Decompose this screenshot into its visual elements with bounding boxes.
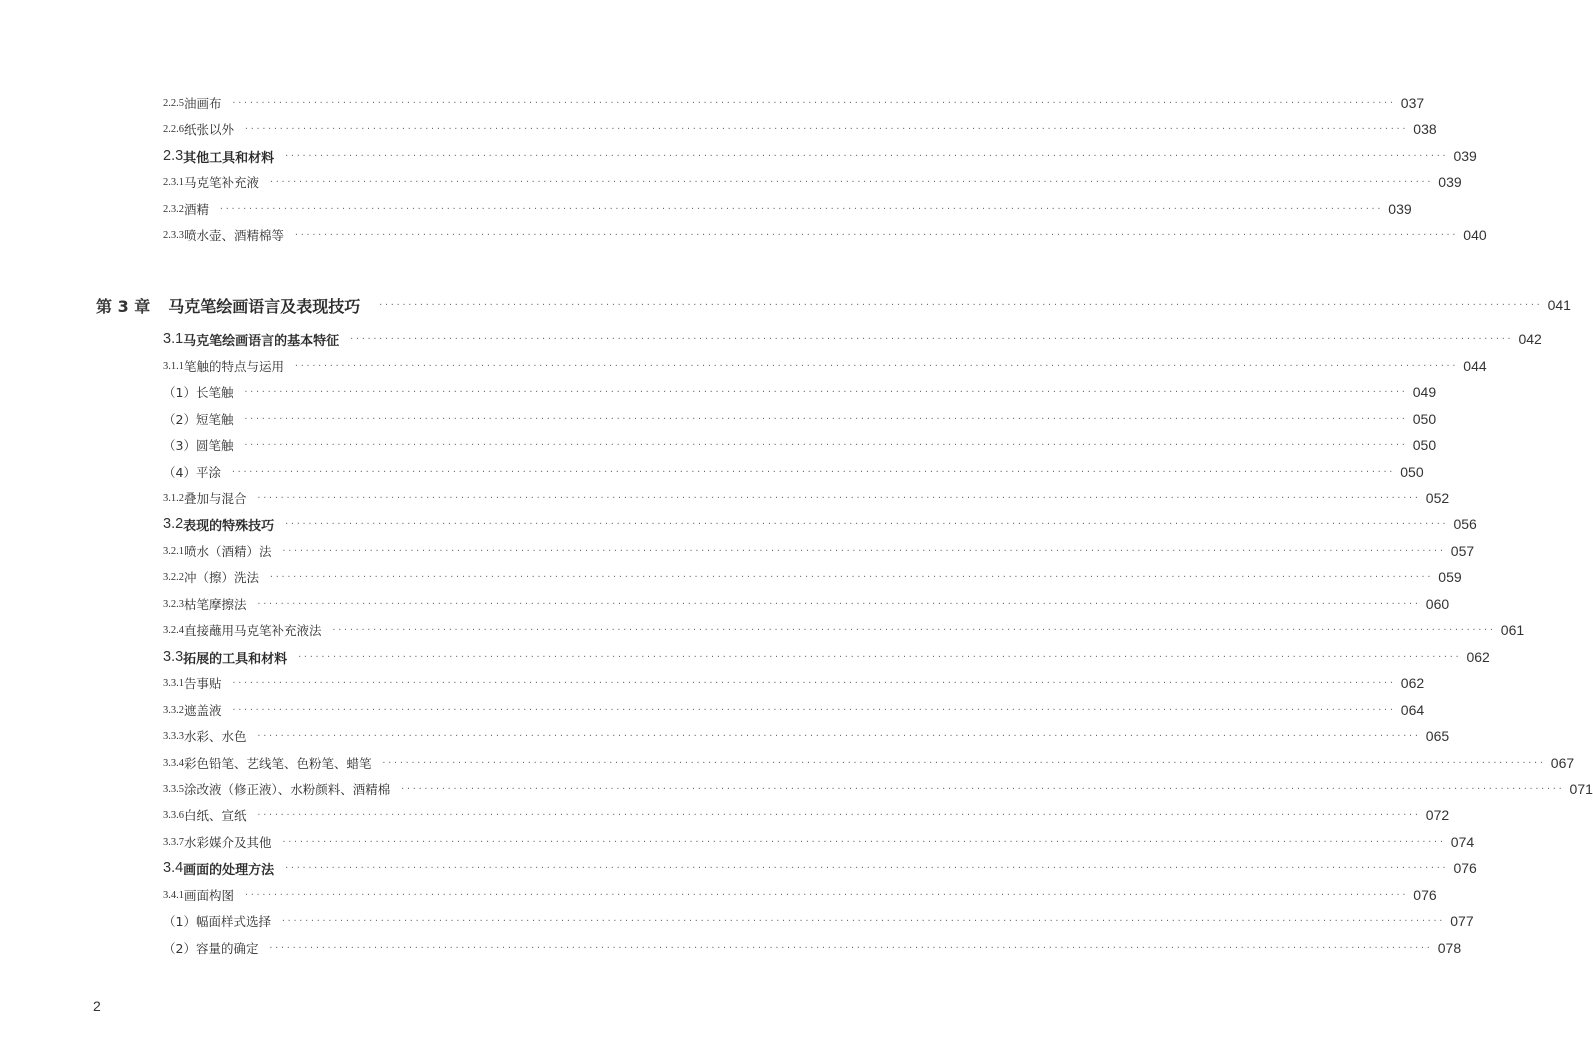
dot-leader: ········································································································································································································ [381, 758, 1545, 767]
dot-leader: ········································································································································································································ [269, 177, 1433, 186]
toc-entry-page: 062 [1400, 675, 1425, 691]
dot-leader: ········································································································································································································ [244, 124, 1408, 133]
toc-entry[interactable] [163, 857, 1477, 879]
toc-entry-title: 水彩媒介及其他 [184, 835, 272, 850]
toc-entry[interactable] [163, 224, 1487, 246]
toc-entry-number: 2.2.6 [163, 123, 184, 135]
toc-entry-page: 039 [1453, 148, 1477, 164]
toc-entry-title: 纸张以外 [184, 122, 235, 137]
toc-entry-title: 马克笔绘画语言的基本特征 [183, 333, 340, 349]
toc-entry-number: 3.1 [163, 331, 184, 347]
toc-entry-number: 第 3 章 [96, 296, 151, 316]
toc-entry-title: 喷水壶、酒精棉等 [184, 228, 285, 243]
toc-entry[interactable] [163, 884, 1437, 906]
toc-entry-title: 遮盖液 [184, 703, 222, 718]
toc-entry[interactable] [163, 725, 1450, 747]
dot-leader: ········································································································································································································ [219, 204, 1383, 213]
toc-entry-page: 050 [1412, 437, 1437, 453]
toc-entry-number: 3.3.1 [163, 677, 184, 689]
toc-entry-title: 涂改液（修正液）、水粉颜料、酒精棉 [184, 782, 391, 797]
toc-entry-title: 冲（擦）洗法 [184, 570, 260, 585]
toc-entry[interactable] [163, 566, 1462, 588]
toc-entry-page: 078 [1437, 940, 1462, 956]
toc-entry[interactable] [163, 171, 1462, 193]
toc-entry[interactable] [163, 831, 1475, 853]
toc-entry-number: 3.3.2 [163, 704, 184, 716]
toc-entry-number: （4） [163, 465, 196, 480]
toc-entry-number: 3.4.1 [163, 889, 184, 901]
dot-leader: ········································································································································································································ [256, 493, 1420, 502]
toc-entry-number: 3.3.7 [163, 836, 184, 848]
dot-leader: ········································································································································································································ [243, 440, 1407, 449]
dot-leader: ········································································································································································································ [268, 943, 1432, 952]
toc-entry-page: 037 [1400, 95, 1425, 111]
toc-entry-page: 074 [1450, 834, 1475, 850]
toc-entry[interactable] [163, 619, 1525, 641]
toc-entry-page: 065 [1425, 728, 1450, 744]
toc-entry-page: 044 [1463, 358, 1487, 374]
dot-leader: ········································································································································································································ [284, 151, 1448, 160]
toc-entry-title: 短笔触 [195, 412, 234, 427]
toc-entry-number: 2.3.3 [163, 229, 184, 241]
dot-leader: ········································································································································································································ [269, 572, 1433, 581]
toc-entry[interactable] [163, 513, 1477, 535]
toc-entry[interactable] [163, 593, 1450, 615]
toc-entry-title: 画面构图 [184, 888, 235, 903]
toc-entry[interactable] [163, 804, 1450, 826]
toc-entry-page: 060 [1425, 596, 1450, 612]
toc-entry-page: 041 [1547, 297, 1571, 313]
toc-entry-page: 042 [1518, 331, 1542, 347]
toc-entry-title: 喷水（酒精）法 [184, 544, 272, 559]
toc-entry-number: （2） [163, 412, 196, 427]
toc-entry-page: 057 [1450, 543, 1475, 559]
toc-entry-number: 3.3.5 [163, 783, 184, 795]
toc-entry[interactable] [96, 294, 1571, 316]
toc-entry-title: 叠加与混合 [184, 491, 247, 506]
toc-entry[interactable] [163, 198, 1412, 220]
toc-entry-title: 马克笔绘画语言及表现技巧 [168, 296, 361, 316]
toc-entry-title: 马克笔补充液 [184, 175, 260, 190]
toc-entry-page: 039 [1388, 201, 1412, 217]
dot-leader: ········································································································································································································ [294, 361, 1458, 370]
dot-leader: ········································································································································································································ [284, 863, 1448, 872]
toc-entry[interactable] [163, 540, 1475, 562]
dot-leader: ········································································································································································································ [256, 731, 1420, 740]
toc-entry-page: 059 [1438, 569, 1462, 585]
toc-entry[interactable] [163, 408, 1437, 430]
toc-entry-page: 076 [1453, 860, 1477, 876]
toc-entry-page: 071 [1569, 781, 1593, 797]
toc-entry-number: 3.3.6 [163, 809, 184, 821]
toc-entry-page: 040 [1463, 227, 1487, 243]
toc-entry-page: 039 [1438, 174, 1462, 190]
toc-entry[interactable] [163, 328, 1542, 350]
dot-leader: ········································································································································································································ [244, 890, 1408, 899]
toc-entry-page: 076 [1413, 887, 1437, 903]
toc-entry-number: 3.2.2 [163, 571, 184, 583]
toc-entry-page: 064 [1400, 702, 1425, 718]
toc-entry[interactable] [163, 381, 1437, 403]
toc-entry-title: 告事贴 [184, 676, 222, 691]
dot-leader: ········································································································································································································ [378, 300, 1542, 309]
toc-entry-number: （2） [163, 941, 196, 956]
toc-entry-number: 2.3 [163, 148, 184, 164]
toc-entry-title: 油画布 [184, 96, 222, 111]
toc-entry-page: 077 [1450, 913, 1474, 929]
dot-leader: ········································································································································································································ [349, 334, 1513, 343]
toc-entry-number: 3.1.2 [163, 492, 184, 504]
toc-entry[interactable] [163, 434, 1437, 456]
toc-entry-number: 3.2.1 [163, 545, 184, 557]
dot-leader: ········································································································································································································ [231, 98, 1395, 107]
dot-leader: ········································································································································································································ [243, 414, 1407, 423]
toc-entry-title: 容量的确定 [195, 941, 259, 956]
toc-entry-page: 067 [1550, 755, 1575, 771]
toc-entry-page: 056 [1453, 516, 1477, 532]
dot-leader: ········································································································································································································ [230, 467, 1395, 476]
toc-entry[interactable] [163, 92, 1425, 114]
toc-entry[interactable] [163, 778, 1593, 800]
dot-leader: ········································································································································································································ [297, 652, 1461, 661]
toc-entry-page: 052 [1425, 490, 1450, 506]
toc-entry-title: 枯笔摩擦法 [184, 597, 247, 612]
toc-entry-number: 3.2.4 [163, 624, 184, 636]
toc-entry-title: 笔触的特点与运用 [184, 359, 285, 374]
toc-entry-title: 平涂 [195, 465, 221, 480]
toc-entry-number: 3.2 [163, 516, 184, 532]
toc-entry[interactable] [163, 699, 1425, 721]
toc-entry[interactable] [163, 118, 1437, 140]
toc-entry-title: 白纸、宣纸 [184, 808, 247, 823]
toc-entry[interactable] [163, 461, 1424, 483]
dot-leader: ········································································································································································································ [284, 519, 1448, 528]
toc-entry-number: 3.3.4 [163, 757, 184, 769]
toc-entry-number: （3） [163, 438, 196, 453]
toc-entry-title: 水彩、水色 [184, 729, 247, 744]
dot-leader: ········································································································································································································ [243, 387, 1407, 396]
toc-entry-title: 酒精 [184, 202, 210, 217]
toc-entry-number: 3.3.3 [163, 730, 184, 742]
toc-entry-number: （1） [163, 914, 196, 929]
toc-entry-title: 圆笔触 [195, 438, 234, 453]
toc-entry-title: 幅面样式选择 [195, 914, 271, 929]
toc-entry-page: 050 [1400, 464, 1424, 480]
toc-entry-title: 画面的处理方法 [183, 862, 275, 878]
toc-entry-number: 2.3.2 [163, 203, 184, 215]
toc-entry-page: 072 [1425, 807, 1450, 823]
toc-entry-page: 062 [1466, 649, 1490, 665]
toc-entry[interactable] [163, 672, 1425, 694]
toc-entry-number: 2.2.5 [163, 97, 184, 109]
toc-entry-title: 拓展的工具和材料 [183, 651, 288, 667]
toc-entry-number: 3.1.1 [163, 360, 184, 372]
toc-entry-number: 2.3.1 [163, 176, 184, 188]
toc-entry-title: 长笔触 [195, 385, 234, 400]
dot-leader: ········································································································································································································ [281, 546, 1445, 555]
dot-leader: ········································································································································································································ [280, 916, 1445, 925]
page-number: 2 [93, 998, 101, 1014]
toc-entry-number: 3.2.3 [163, 598, 184, 610]
toc-entry-number: 3.3 [163, 649, 184, 665]
toc-entry-title: 表现的特殊技巧 [183, 518, 275, 534]
toc-entry-title: 彩色铅笔、艺线笔、色粉笔、蜡笔 [184, 756, 372, 771]
toc-entry-number: 3.4 [163, 860, 184, 876]
toc-entry[interactable] [163, 910, 1474, 932]
dot-leader: ········································································································································································································ [400, 784, 1564, 793]
toc-entry[interactable] [163, 937, 1462, 959]
toc-entry[interactable] [163, 646, 1490, 668]
toc-entry-page: 061 [1500, 622, 1525, 638]
dot-leader: ········································································································································································································ [256, 810, 1420, 819]
dot-leader: ········································································································································································································ [231, 705, 1395, 714]
toc-entry[interactable] [163, 145, 1477, 167]
dot-leader: ········································································································································································································ [331, 625, 1495, 634]
dot-leader: ········································································································································································································ [281, 837, 1445, 846]
toc-entry-page: 049 [1412, 384, 1437, 400]
toc-entry[interactable] [163, 487, 1450, 509]
dot-leader: ········································································································································································································ [256, 599, 1420, 608]
toc-entry-title: 直接蘸用马克笔补充液法 [184, 623, 322, 638]
toc-entry[interactable] [163, 355, 1487, 377]
toc-entry[interactable] [163, 752, 1575, 774]
toc-entry-page: 050 [1412, 411, 1437, 427]
dot-leader: ········································································································································································································ [231, 678, 1395, 687]
toc-entry-page: 038 [1413, 121, 1437, 137]
toc-entry-title: 其他工具和材料 [183, 150, 275, 166]
dot-leader: ········································································································································································································ [294, 230, 1458, 239]
toc-entry-number: （1） [163, 385, 196, 400]
